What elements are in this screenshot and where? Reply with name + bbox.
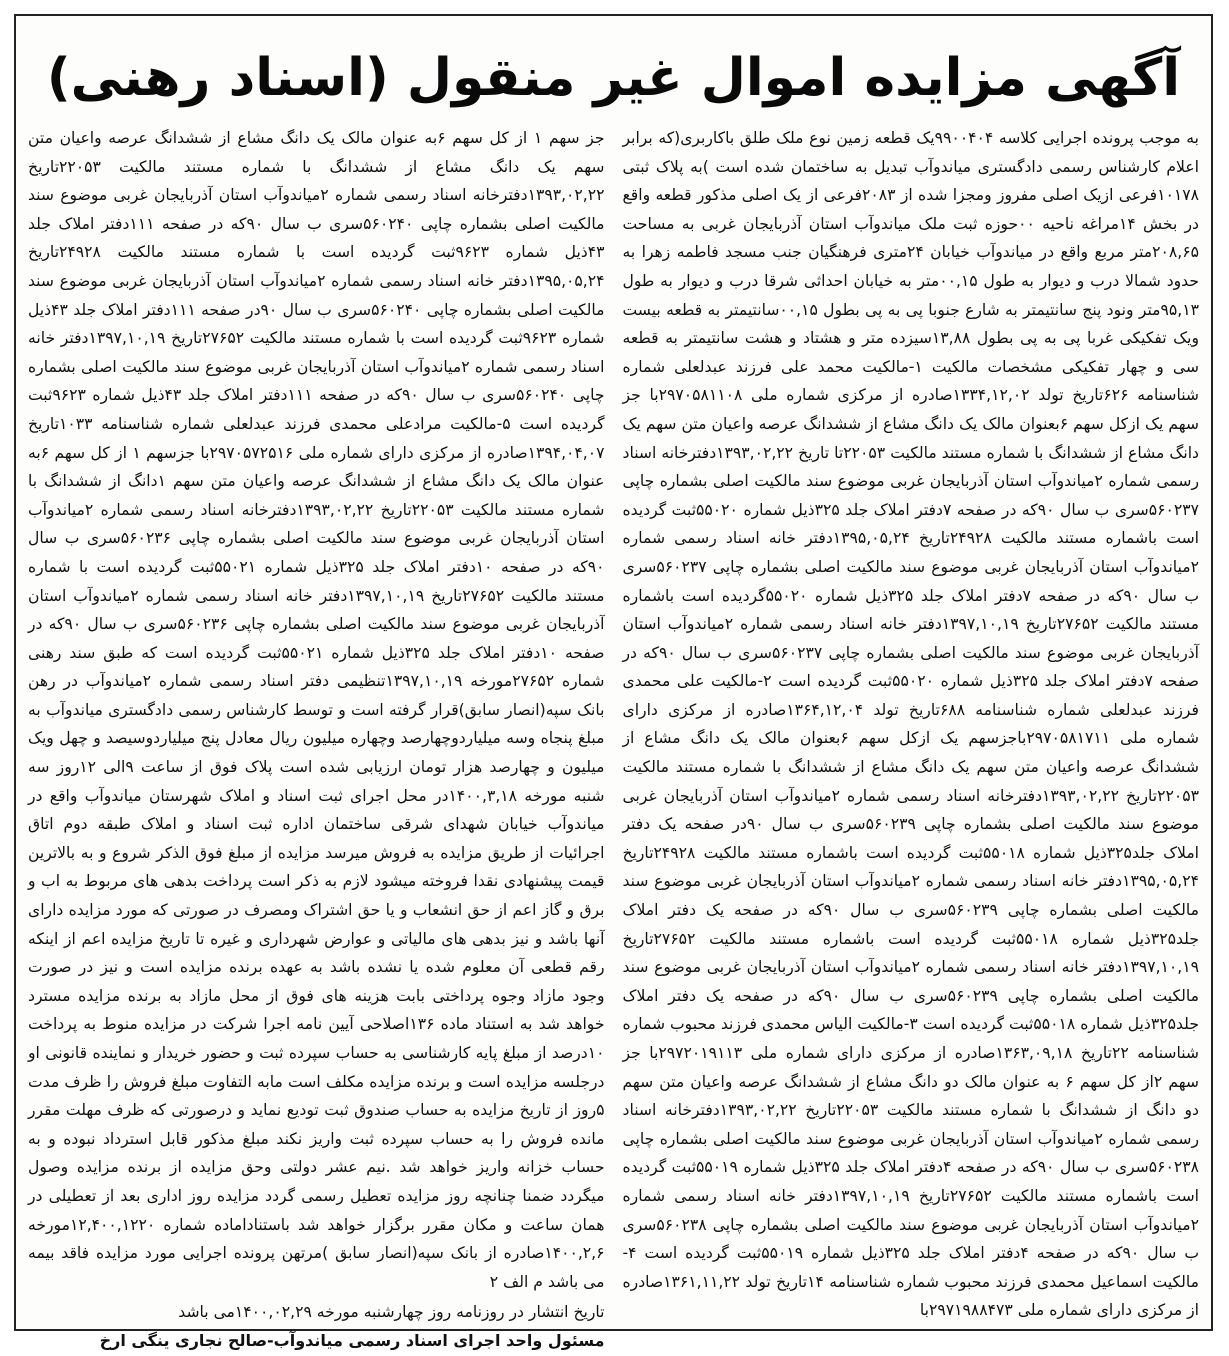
signature: مسئول واحد اجرای اسناد رسمی میاندوآب-صالح نجاری ینگی ارخ [99,1330,605,1350]
publish-date: تاریخ انتشار در روزنامه روز چهارشنبه مورخه ۱۴۰۰,۰۲,۲۹می باشد [178,1303,605,1322]
notice-column-left [28,124,605,1350]
notice-title: آگهی مزایده اموال غیر منقول (اسناد رهنی) [46,48,1181,108]
right-column-text: به موجب پرونده اجرایی کلاسه ۹۹۰۰۴۰۴یک قطعه زمین نوع ملک طلق باکاربری(که برابر اعلام کارشناس رسمی دادگستری میاندوآب تبدیل به ساختمان شده است )به پلاک ثبتی ۱۰۱۷۸فرعی ازیک اصلی مفروز ومجزا شده از ۲۰۸۳فرعی از یک اصلی مذکور قطعه واقع در بخش ۱۴مراغه ناحیه ۰۰حوزه ثبت ملک میاندوآب استان آذربایجان غربی به مساحت ۲۰۸,۶۵متر مربع واقع در میاندوآب خیابان ۲۴متری فرهنگیان جنب مسجد فاطمه زهرا به حدود شمالا درب و دیوار به طول ۰۰,۱۵متر به خیابان احداثی شرقا درب و دیوار به طول ۹۵,۱۳متر ونود پنج سانتیمتر به شارع جنوبا پی به پی بطول ۰۰,۱۵سانتیمتر به قطعه بیست ویک تفکیکی غربا پی به پی بطول ۱۳,۸۸سیزده متر و هشتاد و هشت سانتیمتر به قطعه سی و چهار تفکیکی مشخصات مالکیت ۱-مالکیت محمد علی فرزند عبدلعلی شماره شناسنامه ۶۲۶تاریخ تولد ۱۳۳۴,۱۲,۰۲صادره از مرکزی شماره ملی ۲۹۷۰۵۸۱۱۰۸با جز سهم یک ازکل سهم ۶بعنوان مالک یک دانگ مشاع از ششدانگ عرصه واعیان متن سهم یک دانگ مشاع از ششدانگ با شماره مستند مالکیت ۲۲۰۵۳تا تاریخ ۱۳۹۳,۰۲,۲۲دفترخانه اسناد رسمی شماره ۲میاندوآب استان آذربایجان غربی موضوع سند مالکیت اصلی بشماره چاپی ۵۶۰۲۳۷سری ب سال ۹۰که در صفحه ۷دفتر املاک جلد ۳۲۵ذیل شماره ۵۵۰۲۰ثبت گردیده است باشماره مستند مالکیت ۲۴۹۲۸تاریخ ۱۳۹۵,۰۵,۲۴دفتر خانه اسناد رسمی شماره ۲میاندوآب استان آذربایجان غربی موضوع سند مالکیت اصلی بشماره چاپی ۵۶۰۲۳۷سری ب سال ۹۰که در صفحه ۷دفتر املاک جلد ۳۲۵ذیل شماره ۵۵۰۲۰گردیده است باشماره مستند مالکیت ۲۷۶۵۲تاریخ ۱۳۹۷,۱۰,۱۹دفتر خانه اسناد رسمی شماره ۲میاندوآب استان آذربایجان غربی موضوع سند مالکیت اصلی بشماره چاپی ۵۶۰۲۳۷سری ب سال ۹۰که در صفحه ۷دفتر املاک جلد ۳۲۵ذیل شماره ۵۵۰۲۰ثبت گردیده است ۲-مالکیت علی محمدی فرزند عبدلعلی شماره شناسنامه ۶۸۸تاریخ تولد ۱۳۶۴,۱۲,۰۴صادره از مرکزی دارای شماره ملی ۲۹۷۰۵۸۱۷۱۱باجزسهم یک ازکل سهم ۶بعنوان مالک یک دانگ مشاع از ششدانگ عرصه واعیان متن سهم یک دانگ مشاع از ششدانگ با شماره مستند مالکیت ۲۲۰۵۳تاریخ ۱۳۹۳,۰۲,۲۲دفترخانه اسناد رسمی شماره ۲میاندوآب استان آذربایجان غربی موضوع سند مالکیت اصلی بشماره چاپی ۵۶۰۲۳۹سری ب سال ۹۰در صفحه یک دفتر املاک جلد۳۲۵ذیل شماره ۵۵۰۱۸ثبت گردیده است باشماره مستند مالکیت ۲۴۹۲۸تاریخ ۱۳۹۵,۰۵,۲۴دفتر خانه اسناد رسمی شماره ۲میاندوآب استان آذربایجان غربی موضوع سند مالکیت اصلی بشماره چاپی ۵۶۰۲۳۹سری ب سال ۹۰که در صفحه یک دفتر املاک جلد۳۲۵ذیل شماره ۵۵۰۱۸ثبت گردیده است باشماره مستند مالکیت ۲۷۶۵۲تاریخ ۱۳۹۷,۱۰,۱۹دفتر خانه اسناد رسمی شماره ۲میاندوآب استان آذربایجان غربی موضوع سند مالکیت اصلی بشماره چاپی ۵۶۰۲۳۹سری ب سال ۹۰که در صفحه یک دفتر املاک جلد۳۲۵ذیل شماره ۵۵۰۱۸ثبت گردیده است ۳-مالکیت الیاس محمدی فرزند محبوب شماره شناسنامه ۲۲تاریخ ۱۳۶۳,۰۹,۱۸صادره از مرکزی دارای شماره ملی ۲۹۷۲۰۱۹۱۱۳با جز سهم ۲از کل سهم ۶ به عنوان مالک دو دانگ مشاع از ششدانگ عرصه واعیان متن سهم دو دانگ از ششدانگ با شماره مستند مالکیت ۲۲۰۵۳تاریخ ۱۳۹۳,۰۲,۲۲دفترخانه اسناد رسمی شماره ۲میاندوآب استان آذربایجان غربی موضوع سند مالکیت اصلی بشماره چاپی ۵۶۰۲۳۸سری ب سال ۹۰که در صفحه ۴دفتر املاک جلد ۳۲۵ذیل شماره ۵۵۰۱۹ثبت گردیده است باشماره مستند مالکیت ۲۷۶۵۲تاریخ ۱۳۹۷,۱۰,۱۹دفتر خانه اسناد رسمی شماره ۲میاندوآب استان آذربایجان غربی موضوع سند مالکیت اصلی بشماره چاپی ۵۶۰۲۳۸سری ب سال ۹۰که در صفحه ۴دفتر املاک جلد ۳۲۵ذیل شماره ۵۵۰۱۹ثبت گردیده است ۴-مالکیت اسماعیل محمدی فرزند محبوب شماره شناسنامه ۱۴تاریخ تولد ۱۳۶۱,۱۱,۲۲صادره از مرکزی دارای شماره ملی ۲۹۷۱۹۸۸۴۷۳با [622,129,1200,1320]
auction-notice-page [14,14,1213,1350]
notice-footer [28,1298,605,1355]
notice-column-right [622,124,1200,1320]
left-column-text: جز سهم ۱ از کل سهم ۶به عنوان مالک یک دانگ مشاع از ششدانگ عرصه واعیان متن سهم یک دانگ مشاع از ششدانگ با شماره مستند مالکیت ۲۲۰۵۳تاریخ ۱۳۹۳,۰۲,۲۲دفترخانه اسناد رسمی شماره ۲میاندوآب استان آذربایجان غربی موضوع سند مالکیت اصلی بشماره چاپی ۵۶۰۲۴۰سری ب سال ۹۰که در صفحه ۱۱۱دفتر املاک جلد ۴۳ذیل شماره ۹۶۲۳ثبت گردیده است با شماره مستند مالکیت ۲۴۹۲۸تاریخ ۱۳۹۵,۰۵,۲۴دفتر خانه اسناد رسمی شماره ۲میاندوآب استان آذربایجان غربی موضوع سند مالکیت اصلی بشماره چاپی ۵۶۰۲۴۰سری ب سال ۹۰در صفحه ۱۱۱دفتر املاک جلد ۴۳ذیل شماره ۹۶۲۳ثبت گردیده است با شماره مستند مالکیت ۲۷۶۵۲تاریخ ۱۳۹۷,۱۰,۱۹دفتر خانه اسناد رسمی شماره ۲میاندوآب استان آذربایجان غربی موضوع سند مالکیت اصلی بشماره چاپی ۵۶۰۲۴۰سری ب سال ۹۰که در صفحه ۱۱۱دفتر املاک جلد ۴۳ذیل شماره ۹۶۲۳ثبت گردیده است ۵-مالکیت مرادعلی محمدی فرزند عبدلعلی شماره شناسنامه ۱۰۳۳تاریخ ۱۳۹۴,۰۴,۰۷صادره از مرکزی دارای شماره ملی ۲۹۷۰۵۷۲۵۱۶با جزسهم ۱ از کل سهم ۶به عنوان مالک یک دانگ مشاع از ششدانگ عرصه واعیان متن سهم ۱دانگ از ششدانگ با شماره مستند مالکیت ۲۲۰۵۳تاریخ ۱۳۹۳,۰۲,۲۲دفترخانه اسناد رسمی شماره ۲میاندوآب استان آذربایجان غربی موضوع سند مالکیت اصلی بشماره چاپی ۵۶۰۲۳۶سری ب سال ۹۰که در صفحه ۱۰دفتر املاک جلد ۳۲۵ذیل شماره ۵۵۰۲۱ثبت گردیده است با شماره مستند مالکیت ۲۷۶۵۲تاریخ ۱۳۹۷,۱۰,۱۹دفتر خانه اسناد رسمی شماره ۲میاندوآب استان آذربایجان غربی موضوع سند مالکیت اصلی بشماره چاپی ۵۶۰۲۳۶سری ب سال ۹۰که در صفحه ۱۰دفتر املاک جلد ۳۲۵ذیل شماره ۵۵۰۲۱ثبت گردیده است که طبق سند رهنی شماره ۲۷۶۵۲مورخه ۱۳۹۷,۱۰,۱۹تنظیمی دفتر اسناد رسمی شماره ۲میاندوآب در رهن بانک سپه(انصار سابق)قرار گرفته است و توسط کارشناس رسمی دادگستری میاندوآب به مبلغ پنجاه وسه میلیاردوچهارصد وچهاره میلیون ریال معادل پنج میلیاردوسیصد و چهل ویک میلیون و چهارصد هزار تومان ارزیابی شده است پلاک فوق از ساعت ۹الی ۱۲روز سه شنبه مورخه ۱۴۰۰,۳,۱۸در محل اجرای ثبت اسناد و املاک شهرستان میاندوآب واقع در میاندوآب خیابان شهدای شرقی ساختمان اداره ثبت اسناد و املاک طبقه دوم اتاق اجرائیات از طریق مزایده به فروش میرسد مزایده از مبلغ فوق الذکر شروع و به بالاترین قیمت پیشنهادی نقدا فروخته میشود لازم به ذکر است پرداخت بدهی های مربوط به اب و برق و گاز اعم از حق انشعاب و یا حق اشتراک ومصرف در صورتی که مورد مزایده دارای آنها باشد و نیز بدهی های مالیاتی و عوارض شهرداری و غیره تا تاریخ مزایده اعم از اینکه رقم قطعی آن معلوم شده یا نشده باشد به عهده برنده مزایده است و نیز در صورت وجود مازاد وجوه پرداختی بابت هزینه های فوق از محل مازاد به برنده مزایده مسترد خواهد شد به استناد ماده ۱۳۶اصلاحی آیین نامه اجرا شرکت در مزایده منوط به پرداخت ۱۰درصد از مبلغ پایه کارشناسی به حساب سپرده ثبت و حضور خریدار و نماینده قانونی او درجلسه مزایده است و برنده مزایده مکلف است مابه التفاوت مبلغ فروش را ظرف مدت ۵روز از تاریخ مزایده به حساب صندوق ثبت تودیع نماید و درصورتی که ظرف مهلت مقرر مانده فروش را به حساب سپرده ثبت واریز نکند مبلغ مذکور قابل استرداد نبوده و به حساب خزانه واریز خواهد شد .نیم عشر دولتی وحق مزایده از برنده مزایده وصول میگردد ضمنا چنانچه روز مزایده تعطیل رسمی گردد مزایده روز اداری بعد از تعطیلی در همان ساعت و مکان مقرر برگزار خواهد شد باستناداماده شماره ۱۲,۴۰۰,۱۲۲۰مورخه ۱۴۰۰,۲,۶صادره از بانک سپه(انصار سابق )مرتهن پرونده اجرایی مورد مزایده فاقد بیمه می باشد م الف ۲ [28,129,605,1291]
notice-body [28,124,1200,1350]
